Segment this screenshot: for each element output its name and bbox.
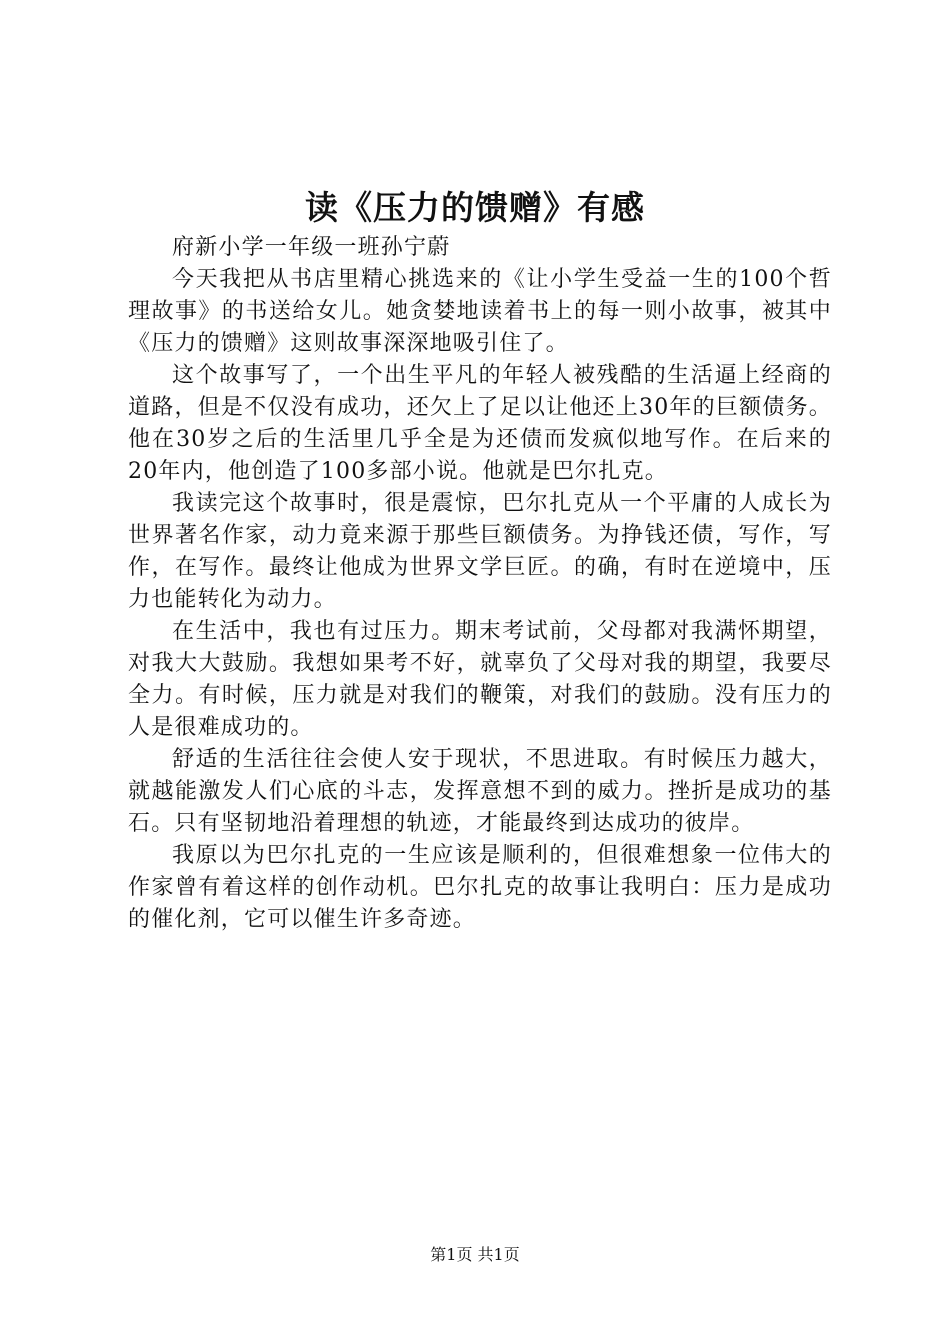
document-body: [128, 232, 832, 936]
paragraph-5: 舒适的生活往往会使人安于现状，不思进取。有时候压力越大，就越能激发人们心底的斗志，发挥意想不到的威力。挫折是成功的基石。只有坚韧地沿着理想的轨迹，才能最终到达成功的彼岸。: [128, 747, 832, 836]
paragraph-2: 这个故事写了，一个出生平凡的年轻人被残酷的生活逼上经商的道路，但是不仅没有成功，还欠上了足以让他还上30年的巨额债务。他在30岁之后的生活里几乎全是为还债而发疯似地写作。在后来的20年内，他创造了100多部小说。他就是巴尔扎克。: [128, 363, 832, 484]
page-footer: 第1页 共1页: [430, 1245, 520, 1264]
paragraph-6: 我原以为巴尔扎克的一生应该是顺利的，但很难想象一位伟大的作家曾有着这样的创作动机。巴尔扎克的故事让我明白：压力是成功的催化剂，它可以催生许多奇迹。: [128, 843, 832, 932]
paragraph-4: 在生活中，我也有过压力。期末考试前，父母都对我满怀期望，对我大大鼓励。我想如果考不好，就辜负了父母对我的期望，我要尽全力。有时候，压力就是对我们的鞭策，对我们的鼓励。没有压力的人是很难成功的。: [128, 619, 832, 740]
paragraph-3: 我读完这个故事时，很是震惊，巴尔扎克从一个平庸的人成长为世界著名作家，动力竟来源于那些巨额债务。为挣钱还债，写作，写作，在写作。最终让他成为世界文学巨匠。的确，有时在逆境中，压力也能转化为动力。: [128, 491, 832, 612]
document-title: 读《压力的馈赠》有感: [305, 188, 645, 227]
author-line: 府新小学一年级一班孙宁蔚: [172, 235, 451, 260]
paragraph-1: 今天我把从书店里精心挑选来的《让小学生受益一生的100个哲理故事》的书送给女儿。她贪婪地读着书上的每一则小故事，被其中《压力的馈赠》这则故事深深地吸引住了。: [128, 267, 832, 356]
